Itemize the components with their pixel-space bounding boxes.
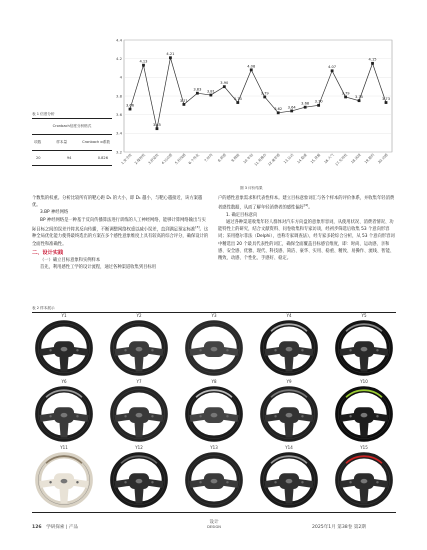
sample-label: Y9 <box>286 379 292 384</box>
sample-cell <box>251 445 327 523</box>
steering-wheel-image <box>35 320 93 376</box>
sample-cell <box>176 445 252 523</box>
x-tick-label: 6.个性化 <box>187 152 201 166</box>
y-tick-label: 4 <box>119 74 122 80</box>
steering-wheel-image <box>35 386 93 442</box>
x-tick-label: 13.运动 <box>282 152 295 165</box>
y-tick-label: 4.2 <box>115 55 122 61</box>
data-label: 3.75 <box>355 95 364 100</box>
x-tick-label: 12.豪华感 <box>267 152 281 167</box>
table2-title: 表 2 样本展示 <box>32 306 55 310</box>
data-point <box>385 101 388 104</box>
data-label: 3.73 <box>233 96 242 101</box>
subsection-heading: （一）确立目标意象和实例样本 <box>40 258 101 264</box>
data-point <box>358 99 361 102</box>
sample-label: Y10 <box>360 379 368 384</box>
table1 <box>32 118 112 166</box>
steering-wheel-image <box>110 320 168 376</box>
footer-center <box>200 520 228 530</box>
data-label: 4.15 <box>368 57 377 62</box>
data-label: 4.07 <box>328 65 337 70</box>
steering-wheel-image <box>335 386 393 442</box>
x-tick-label: 7.时尚 <box>203 152 214 163</box>
citation-3: [3] <box>195 224 200 229</box>
data-point <box>371 62 374 65</box>
table1-cell-1: 94 <box>66 156 72 160</box>
left-paragraph-2-text: BP 神经网络是一种基于反向传播算法进行训练的人工神经网络，能够计算网络输出与实际目标之间的误差并将其反向传播，不断调整网络权重以减小误差，直到满足预定标准 <box>32 217 206 233</box>
table1-col-1: 样本量 <box>56 140 68 144</box>
steering-wheel-image <box>185 320 243 376</box>
data-point <box>344 96 347 99</box>
right-paragraph-1 <box>218 195 396 212</box>
data-label: 4.21 <box>166 52 175 57</box>
y-tick-label: 4.4 <box>115 37 122 43</box>
line-chart <box>112 34 397 182</box>
sample-label: Y8 <box>211 379 217 384</box>
x-tick-label: 3.舒适性 <box>147 152 160 166</box>
steering-wheel-image <box>110 452 168 508</box>
x-tick-label: 20.动感 <box>377 152 389 165</box>
sample-label: Y15 <box>360 445 368 450</box>
steering-wheel-image <box>185 386 243 442</box>
footer-journal-section: 学研探索 | 产品 <box>46 525 79 530</box>
data-point <box>304 106 307 109</box>
x-tick-label: 10.年轻 <box>242 152 254 165</box>
table1-col-0: 项数 <box>34 140 42 144</box>
x-tick-label: 11.易操作 <box>253 152 268 167</box>
table1-title: 表 1 信度分析 <box>32 112 55 116</box>
left-paragraph-3: 首先，利用感性工学的设计流程，通过各种渠道收集到目标用 <box>40 265 157 271</box>
data-label: 3.83 <box>193 87 202 92</box>
x-tick-label: 17.实用性 <box>334 152 349 167</box>
sample-label: Y13 <box>210 445 218 450</box>
data-point <box>196 92 199 95</box>
steering-wheel-image <box>260 386 318 442</box>
footer-logo-en: DESIGN <box>207 525 221 529</box>
sample-cell <box>101 445 177 523</box>
data-point <box>263 96 266 99</box>
x-tick-label: 2.操控性 <box>133 152 147 166</box>
footer-logo-cn: 设计 <box>209 520 219 525</box>
sample-label: Y6 <box>61 379 67 384</box>
data-point <box>290 110 293 113</box>
x-tick-label: 15.优雅 <box>309 152 322 165</box>
data-label: 3.81 <box>206 89 215 94</box>
steering-wheel-image <box>335 452 393 508</box>
sample-label: Y14 <box>285 445 293 450</box>
data-point <box>156 127 159 130</box>
data-label: 3.70 <box>314 99 323 104</box>
steering-wheel-image <box>110 386 168 442</box>
data-point <box>331 69 334 72</box>
right-paragraph-1-text: 户的感性意象需求和代表性样本。建立目标意象词汇与各个样本的评价体系，并收集年轻消费者感性数据，从而了解年轻消费者的感性偏好 <box>218 196 395 211</box>
sample-label: Y2 <box>136 313 142 318</box>
table1-cell-2: 0.826 <box>97 156 108 160</box>
data-point <box>317 104 320 107</box>
sample-cell <box>326 445 402 523</box>
sample-cell <box>26 445 102 523</box>
data-point <box>129 108 132 111</box>
table1-columns <box>32 135 112 150</box>
sample-grid <box>26 312 402 512</box>
data-point <box>209 94 212 97</box>
data-point <box>277 111 280 114</box>
data-label: 3.62 <box>274 107 283 112</box>
steering-wheel-image <box>185 452 243 508</box>
steering-wheel-image <box>35 452 93 508</box>
sample-label: Y3 <box>211 313 217 318</box>
data-point <box>236 101 239 104</box>
data-point <box>223 85 226 88</box>
x-tick-label: 9.精致 <box>230 152 241 163</box>
x-tick-label: 18.流线 <box>350 152 362 165</box>
data-label: 3.68 <box>301 101 310 106</box>
citation-4: [4] <box>303 203 309 208</box>
data-point <box>182 103 185 106</box>
bp-heading: 3.BP 神经网络 <box>40 210 69 216</box>
sample-label: Y11 <box>60 445 68 450</box>
data-label: 3.79 <box>341 91 350 96</box>
data-point <box>169 56 172 59</box>
y-tick-label: 3.8 <box>115 93 122 99</box>
x-tick-label: 8.质感 <box>217 152 228 163</box>
data-label: 3.45 <box>152 123 161 128</box>
data-label: 3.64 <box>287 105 296 110</box>
page-number: 126 <box>32 525 42 530</box>
table1-cell-0: 20 <box>36 156 41 160</box>
steering-wheel-image <box>260 320 318 376</box>
data-label: 3.79 <box>260 91 269 96</box>
y-tick-label: 3.2 <box>115 149 122 155</box>
x-tick-label: 19.简约 <box>363 152 376 165</box>
sample-label: Y1 <box>61 313 67 318</box>
sample-label: Y5 <box>361 313 367 318</box>
x-tick-label: 1.安全性 <box>120 152 133 166</box>
steering-wheel-image <box>260 452 318 508</box>
left-column <box>32 195 210 271</box>
table1-header-main: Cronbach信度分析格式 <box>52 124 92 128</box>
sample-label: Y4 <box>286 313 292 318</box>
right-column <box>218 195 396 262</box>
table1-row <box>32 151 112 165</box>
right-paragraph-2: 通过各种渠道收集年轻人群体对汽车方向盘的意象形容词，从使用状况、消费者情况、功能特性上的研究，结合文献资料、问卷收集和专家访谈，经初步筛选后收集 53 个意向形容词；采用德尔菲法（Delphi），也称专家调查法），经专家多轮综合分析，从 53 个意向形容词中精选出 20 个最具代表性的词汇，确保全面覆盖目标感官维度，即：时尚、运动感、亲和感、安全感、优雅、现代、科技感、简洁、豪华、实用、稳重、精致、易操作、流线、智能、精致、动感、个性化、手感好、稳定。 <box>218 220 395 262</box>
data-label: 3.90 <box>220 81 229 86</box>
data-label: 4.08 <box>247 64 256 69</box>
data-label: 3.71 <box>179 98 188 103</box>
sample-label: Y7 <box>136 379 142 384</box>
left-paragraph-2b-text: 。这种全局优化能力使得最终选出的方案在多个感性意象维度上具有较高的综合评分，确保设计的全面性和准确性。 <box>32 227 209 247</box>
target-heading: 1. 确定目标意向 <box>226 212 258 218</box>
x-tick-label: 16.大气 <box>323 152 335 165</box>
left-paragraph-1: 个数集的权重。分析比较所有的靶心距 D₁ 的大小，即 D₁ 越小，与靶心越接近，该方案越优。 <box>32 196 203 209</box>
data-label: 4.13 <box>139 59 148 64</box>
chart-caption: 图 3 评价结果 <box>240 186 263 190</box>
x-tick-label: 14.稳重 <box>296 152 308 165</box>
x-tick-label: 5.科技感 <box>174 152 187 166</box>
footer-left <box>32 524 78 530</box>
x-tick-label: 4.运动感 <box>160 152 174 166</box>
left-paragraph-2 <box>32 217 210 248</box>
data-label: 3.66 <box>125 103 135 108</box>
y-tick-label: 3.6 <box>115 111 122 117</box>
right-paragraph-1-end: 。 <box>308 205 313 211</box>
data-point <box>142 64 145 67</box>
footer-right: 2025年1月 第38卷 第2期 <box>312 525 366 530</box>
sample-label: Y12 <box>135 445 143 450</box>
table1-col-2: Cronbach α系数 <box>82 140 110 144</box>
data-label: 3.73 <box>381 96 391 101</box>
y-tick-label: 3.4 <box>115 130 122 136</box>
section-heading: 二、设计实践 <box>32 249 64 256</box>
steering-wheel-image <box>335 320 393 376</box>
data-point <box>250 68 253 71</box>
